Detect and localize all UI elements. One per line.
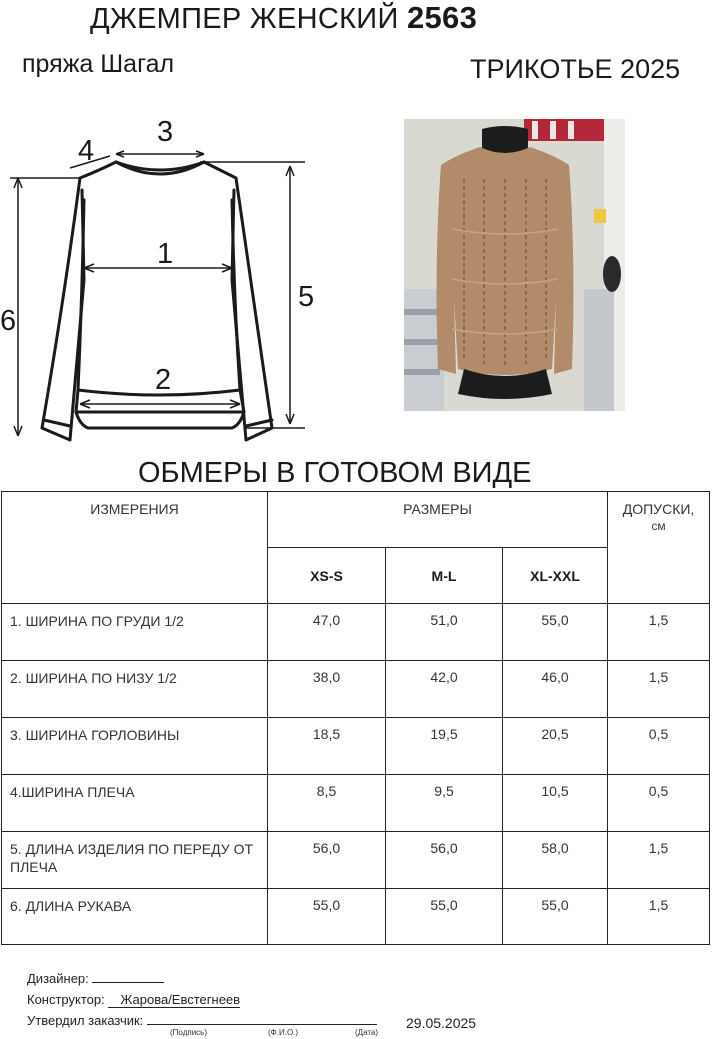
yarn-name: пряжа Шагал bbox=[22, 50, 175, 78]
table-row bbox=[2, 718, 710, 775]
sweater-diagram bbox=[0, 108, 320, 448]
row-value: 42,0 bbox=[386, 661, 503, 718]
dim-label-6: 6 bbox=[0, 305, 17, 337]
product-photo bbox=[404, 119, 625, 411]
title-text: ДЖЕМПЕР ЖЕНСКИЙ bbox=[90, 3, 399, 35]
size-header-xl-xxl: XL-XXL bbox=[503, 548, 608, 604]
row-tolerance: 0,5 bbox=[608, 775, 710, 832]
size-header-xs-s: XS-S bbox=[268, 548, 386, 604]
size-header-m-l: M-L bbox=[386, 548, 503, 604]
approval-signature-blank bbox=[147, 1014, 377, 1025]
row-value: 38,0 bbox=[268, 661, 386, 718]
approval-label: Утвердил заказчик: bbox=[27, 1013, 144, 1028]
row-value: 10,5 bbox=[503, 775, 608, 832]
sub-label-date: (Дата) bbox=[355, 1028, 379, 1037]
row-value: 46,0 bbox=[503, 661, 608, 718]
dim-label-3: 3 bbox=[157, 116, 174, 148]
sub-label-signature: (Подпись) bbox=[170, 1028, 207, 1037]
header-tolerance-line1: ДОПУСКИ, bbox=[622, 501, 695, 517]
approval-date: 29.05.2025 bbox=[406, 1015, 477, 1031]
row-value: 19,5 bbox=[386, 718, 503, 775]
collection-name: ТРИКОТЬЕ 2025 bbox=[470, 54, 681, 84]
constructor-name: Жарова/Евстегнеев bbox=[108, 992, 240, 1008]
table-row bbox=[2, 604, 710, 661]
sweater-outline bbox=[42, 162, 272, 440]
row-tolerance: 1,5 bbox=[608, 889, 710, 945]
dim-label-2: 2 bbox=[155, 364, 172, 396]
dim-label-5: 5 bbox=[298, 281, 315, 313]
table-row bbox=[2, 832, 710, 889]
row-tolerance: 1,5 bbox=[608, 661, 710, 718]
row-label: 4.ШИРИНА ПЛЕЧА bbox=[2, 775, 268, 832]
header-tolerance bbox=[608, 492, 710, 604]
measurements-heading: ОБМЕРЫ В ГОТОВОМ ВИДЕ bbox=[138, 457, 532, 489]
row-value: 18,5 bbox=[268, 718, 386, 775]
row-label: 1. ШИРИНА ПО ГРУДИ 1/2 bbox=[2, 604, 268, 661]
approval-line bbox=[27, 1013, 377, 1028]
row-value: 55,0 bbox=[503, 604, 608, 661]
row-label: 5. ДЛИНА ИЗДЕЛИЯ ПО ПЕРЕДУ ОТ ПЛЕЧА bbox=[2, 832, 268, 889]
row-value: 58,0 bbox=[503, 832, 608, 889]
row-tolerance: 1,5 bbox=[608, 832, 710, 889]
constructor-label: Конструктор: bbox=[27, 992, 105, 1007]
sub-label-name: (Ф.И.О.) bbox=[268, 1028, 299, 1037]
table-row bbox=[2, 889, 710, 945]
measurements-table bbox=[1, 491, 710, 945]
row-label: 2. ШИРИНА ПО НИЗУ 1/2 bbox=[2, 661, 268, 718]
table-row bbox=[2, 661, 710, 718]
row-value: 56,0 bbox=[386, 832, 503, 889]
header-tolerance-line2: см bbox=[651, 519, 666, 533]
designer-label: Дизайнер: bbox=[27, 971, 89, 986]
row-label: 6. ДЛИНА РУКАВА bbox=[2, 889, 268, 945]
dim-label-1: 1 bbox=[157, 238, 174, 270]
row-value: 47,0 bbox=[268, 604, 386, 661]
row-tolerance: 1,5 bbox=[608, 604, 710, 661]
constructor-line bbox=[27, 992, 240, 1008]
product-photo-image bbox=[404, 119, 625, 411]
header-measure: ИЗМЕРЕНИЯ bbox=[2, 492, 268, 604]
row-value: 56,0 bbox=[268, 832, 386, 889]
header-sizes: РАЗМЕРЫ bbox=[268, 492, 608, 548]
model-number: 2563 bbox=[406, 0, 478, 35]
designer-signature-blank bbox=[92, 972, 164, 983]
row-value: 55,0 bbox=[268, 889, 386, 945]
row-value: 51,0 bbox=[386, 604, 503, 661]
row-value: 55,0 bbox=[503, 889, 608, 945]
row-label: 3. ШИРИНА ГОРЛОВИНЫ bbox=[2, 718, 268, 775]
row-tolerance: 0,5 bbox=[608, 718, 710, 775]
page-title bbox=[90, 0, 477, 36]
row-value: 8,5 bbox=[268, 775, 386, 832]
row-value: 9,5 bbox=[386, 775, 503, 832]
table-row bbox=[2, 775, 710, 832]
designer-line bbox=[27, 971, 164, 986]
row-value: 20,5 bbox=[503, 718, 608, 775]
dim-label-4: 4 bbox=[78, 135, 95, 167]
row-value: 55,0 bbox=[386, 889, 503, 945]
